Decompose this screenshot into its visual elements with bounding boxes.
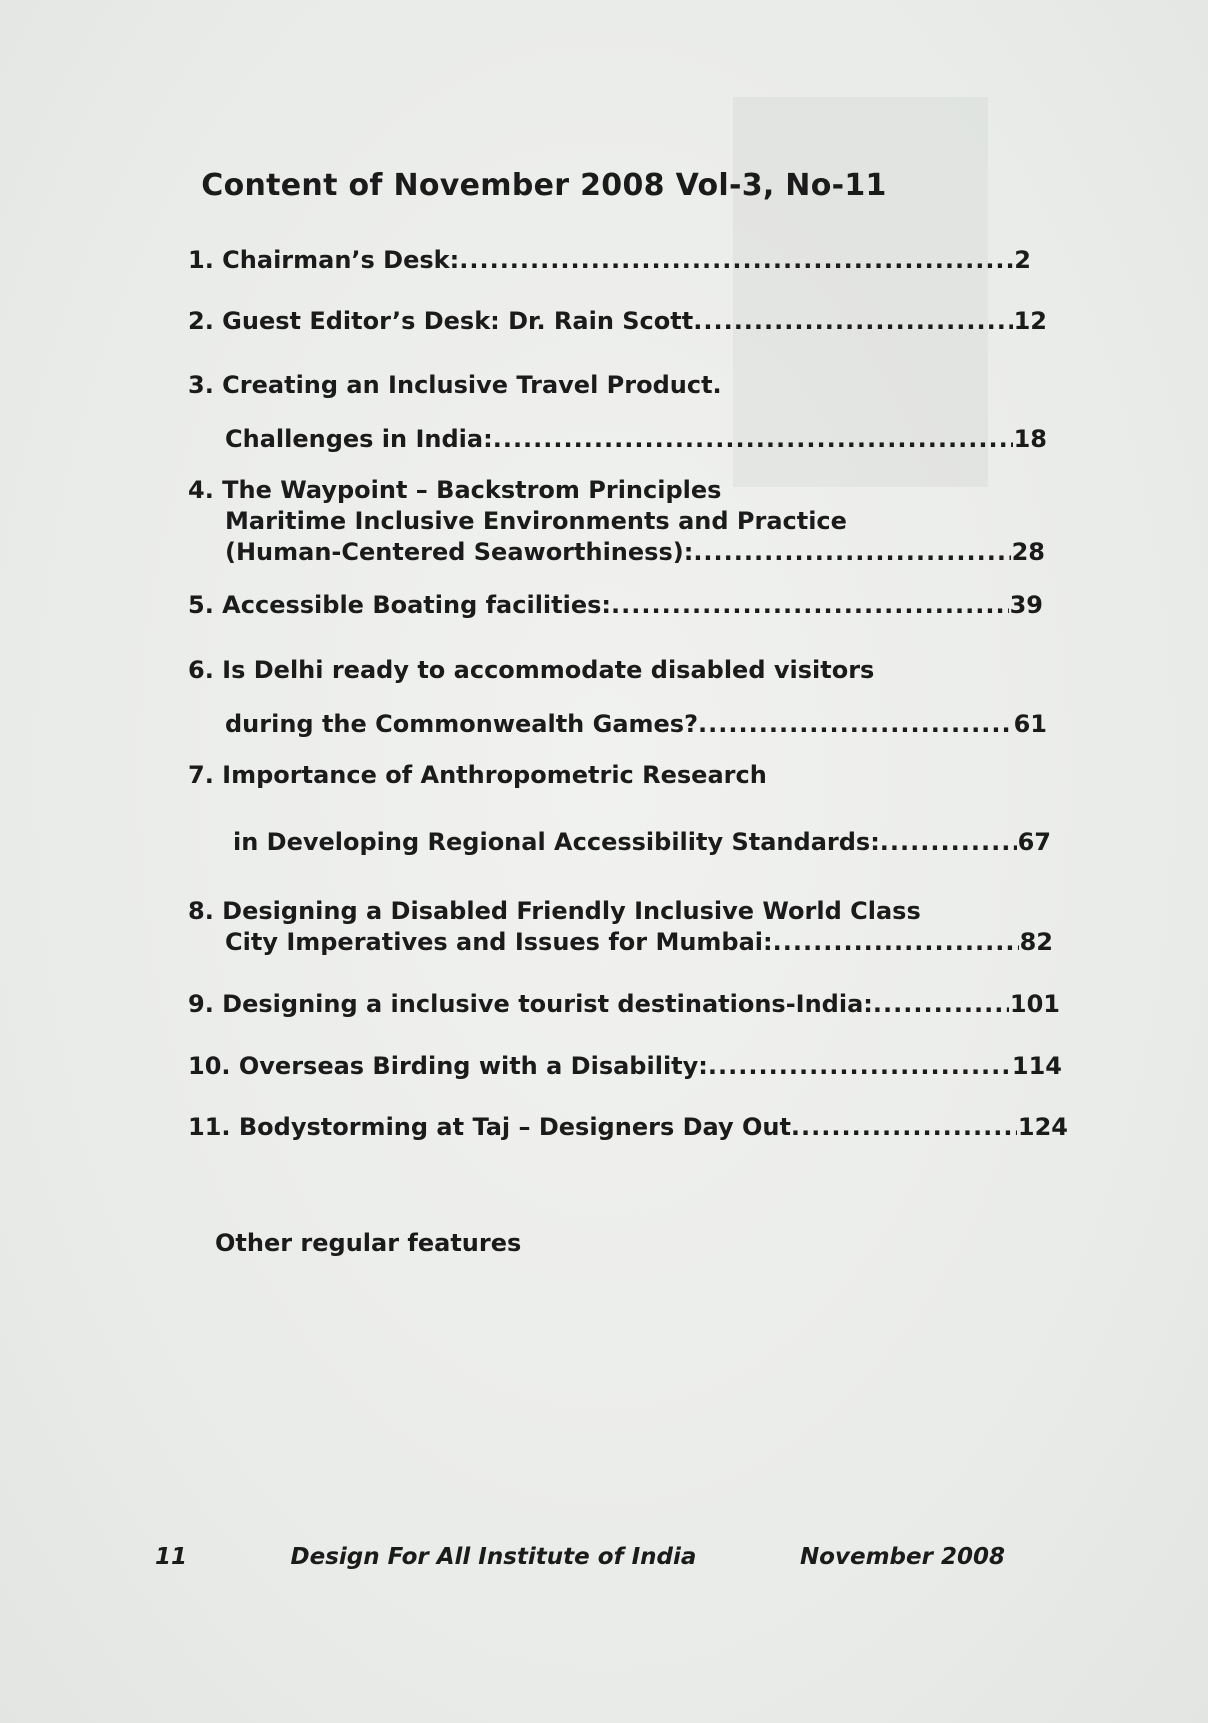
toc-entry-title: Challenges in India: bbox=[225, 425, 493, 453]
toc-page-number: 2 bbox=[1014, 246, 1031, 274]
leader-dots bbox=[611, 590, 1009, 620]
toc-entry-title: in Developing Regional Accessibility Standards: bbox=[233, 828, 880, 856]
toc-entry-4-line-2: Maritime Inclusive Environments and Practice bbox=[225, 507, 847, 535]
toc-entry-title: 1. Chairman’s Desk: bbox=[188, 246, 460, 274]
footer-publication: Design For All Institute of India bbox=[290, 1544, 697, 1570]
page-title: Content of November 2008 Vol-3, No-11 bbox=[201, 168, 887, 203]
toc-entry-1 bbox=[188, 245, 1031, 275]
leader-dots bbox=[693, 537, 1010, 567]
toc-page-number: 124 bbox=[1017, 1113, 1068, 1141]
leader-dots bbox=[873, 989, 1009, 1019]
toc-page-number: 82 bbox=[1019, 928, 1053, 956]
leader-dots bbox=[773, 927, 1019, 957]
toc-entry-7 bbox=[233, 827, 1051, 857]
toc-entry-title: City Imperatives and Issues for Mumbai: bbox=[225, 928, 773, 956]
toc-page-number: 114 bbox=[1011, 1052, 1062, 1080]
toc-entry-title: 10. Overseas Birding with a Disability: bbox=[188, 1052, 708, 1080]
toc-entry-7-line-1: 7. Importance of Anthropometric Research bbox=[188, 761, 767, 789]
toc-entry-9 bbox=[188, 989, 1060, 1019]
toc-page-number: 67 bbox=[1017, 828, 1051, 856]
toc-entry-title: 9. Designing a inclusive tourist destinations-India: bbox=[188, 990, 873, 1018]
leader-dots bbox=[693, 306, 1012, 336]
footer-date: November 2008 bbox=[799, 1544, 1005, 1570]
toc-page-number: 28 bbox=[1011, 538, 1045, 566]
toc-page-number: 12 bbox=[1013, 307, 1047, 335]
toc-entry-11 bbox=[188, 1112, 1068, 1142]
toc-entry-title: 11. Bodystorming at Taj – Designers Day Out bbox=[188, 1113, 791, 1141]
toc-entry-10 bbox=[188, 1051, 1062, 1081]
toc-entry-6-line-1: 6. Is Delhi ready to accommodate disabled visitors bbox=[188, 656, 875, 684]
toc-entry-title: 5. Accessible Boating facilities: bbox=[188, 591, 612, 619]
toc-entry-title: during the Commonwealth Games? bbox=[225, 710, 699, 738]
other-regular-features: Other regular features bbox=[215, 1229, 522, 1257]
toc-entry-3 bbox=[225, 424, 1047, 454]
leader-dots bbox=[791, 1112, 1017, 1142]
page-footer bbox=[155, 1544, 1005, 1570]
toc-page-number: 61 bbox=[1013, 710, 1047, 738]
leader-dots bbox=[459, 245, 1013, 275]
toc-page-number: 101 bbox=[1009, 990, 1060, 1018]
toc-entry-2 bbox=[188, 306, 1047, 336]
leader-dots bbox=[493, 424, 1013, 454]
leader-dots bbox=[880, 827, 1017, 857]
footer-page-number: 11 bbox=[155, 1544, 188, 1570]
toc-entry-title: (Human-Centered Seaworthiness): bbox=[225, 538, 694, 566]
toc-entry-3-line-1: 3. Creating an Inclusive Travel Product. bbox=[188, 371, 722, 399]
toc-page-number: 39 bbox=[1009, 591, 1043, 619]
toc-entry-8-line-1: 8. Designing a Disabled Friendly Inclusive World Class bbox=[188, 897, 921, 925]
leader-dots bbox=[698, 709, 1013, 739]
leader-dots bbox=[708, 1051, 1011, 1081]
toc-entry-title: 2. Guest Editor’s Desk: Dr. Rain Scott bbox=[188, 307, 694, 335]
toc-entry-5 bbox=[188, 590, 1043, 620]
toc-entry-4 bbox=[225, 537, 1045, 567]
toc-entry-4-line-1: 4. The Waypoint – Backstrom Principles bbox=[188, 476, 722, 504]
toc-entry-8 bbox=[225, 927, 1053, 957]
toc-page-number: 18 bbox=[1013, 425, 1047, 453]
toc-entry-6 bbox=[225, 709, 1047, 739]
